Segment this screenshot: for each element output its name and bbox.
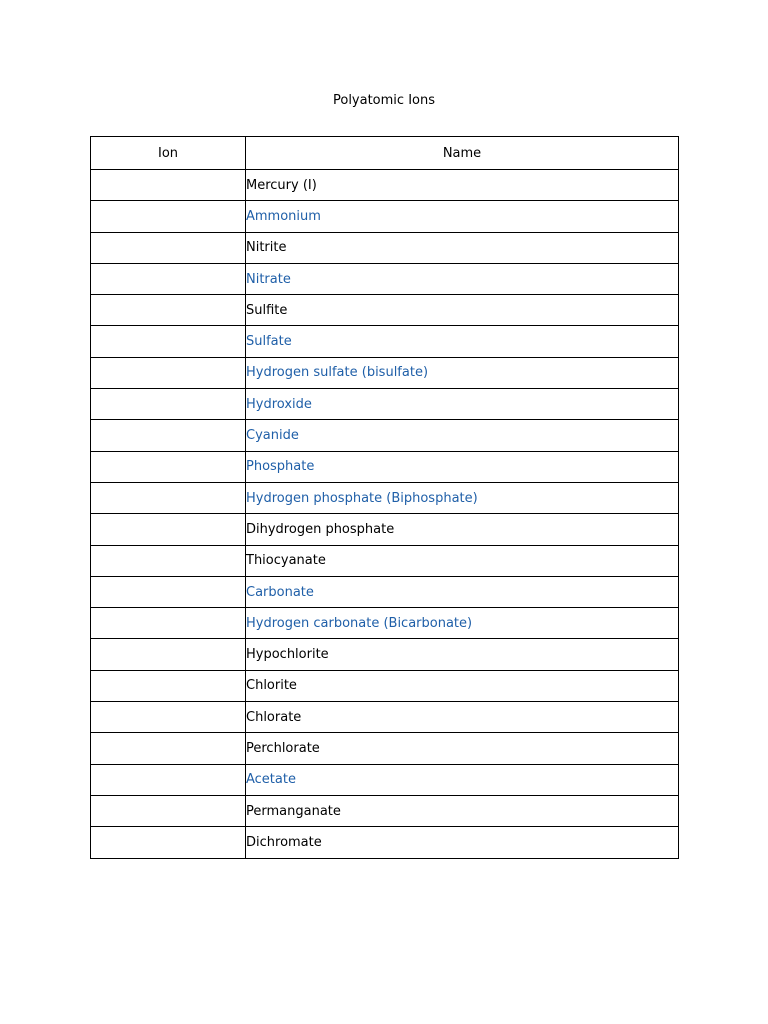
name-cell: Sulfite <box>246 295 679 326</box>
name-cell: Hydroxide <box>246 389 679 420</box>
table-body <box>91 170 679 859</box>
name-cell: Permanganate <box>246 795 679 826</box>
name-cell: Dihydrogen phosphate <box>246 514 679 545</box>
header-name: Name <box>246 137 679 170</box>
name-cell: Perchlorate <box>246 733 679 764</box>
ion-cell[interactable] <box>91 170 246 201</box>
name-cell: Nitrite <box>246 232 679 263</box>
ion-cell[interactable] <box>91 451 246 482</box>
table-row <box>91 576 679 607</box>
name-cell: Cyanide <box>246 420 679 451</box>
ion-cell[interactable] <box>91 482 246 513</box>
ion-cell[interactable] <box>91 545 246 576</box>
ion-cell[interactable] <box>91 702 246 733</box>
ion-cell[interactable] <box>91 201 246 232</box>
name-cell: Mercury (I) <box>246 170 679 201</box>
ion-cell[interactable] <box>91 263 246 294</box>
table-row <box>91 702 679 733</box>
table-row <box>91 545 679 576</box>
name-cell: Hydrogen sulfate (bisulfate) <box>246 357 679 388</box>
table-row <box>91 670 679 701</box>
ion-cell[interactable] <box>91 514 246 545</box>
table-row <box>91 389 679 420</box>
table-row <box>91 608 679 639</box>
table-row <box>91 482 679 513</box>
ion-cell[interactable] <box>91 389 246 420</box>
name-cell: Dichromate <box>246 827 679 858</box>
table-row <box>91 514 679 545</box>
table-row <box>91 420 679 451</box>
name-cell: Chlorate <box>246 702 679 733</box>
table-row <box>91 295 679 326</box>
name-cell: Ammonium <box>246 201 679 232</box>
table-row <box>91 201 679 232</box>
ion-cell[interactable] <box>91 357 246 388</box>
ion-cell[interactable] <box>91 576 246 607</box>
polyatomic-ions-table <box>90 136 679 859</box>
ion-cell[interactable] <box>91 733 246 764</box>
name-cell: Phosphate <box>246 451 679 482</box>
table-row <box>91 639 679 670</box>
name-cell: Hydrogen carbonate (Bicarbonate) <box>246 608 679 639</box>
name-cell: Chlorite <box>246 670 679 701</box>
table-row <box>91 232 679 263</box>
table-header-row <box>91 137 679 170</box>
table-row <box>91 451 679 482</box>
ion-cell[interactable] <box>91 608 246 639</box>
table-row <box>91 170 679 201</box>
name-cell: Sulfate <box>246 326 679 357</box>
ion-cell[interactable] <box>91 232 246 263</box>
table-row <box>91 357 679 388</box>
ion-cell[interactable] <box>91 326 246 357</box>
name-cell: Nitrate <box>246 263 679 294</box>
name-cell: Thiocyanate <box>246 545 679 576</box>
name-cell: Hypochlorite <box>246 639 679 670</box>
table-row <box>91 733 679 764</box>
name-cell: Carbonate <box>246 576 679 607</box>
table-row <box>91 827 679 858</box>
ion-cell[interactable] <box>91 827 246 858</box>
table-row <box>91 326 679 357</box>
ion-cell[interactable] <box>91 764 246 795</box>
table-row <box>91 263 679 294</box>
ion-cell[interactable] <box>91 795 246 826</box>
name-cell: Hydrogen phosphate (Biphosphate) <box>246 482 679 513</box>
page-title: Polyatomic Ions <box>332 93 435 108</box>
header-ion: Ion <box>91 137 246 170</box>
name-cell: Acetate <box>246 764 679 795</box>
ion-cell[interactable] <box>91 639 246 670</box>
ion-cell[interactable] <box>91 670 246 701</box>
ion-cell[interactable] <box>91 295 246 326</box>
table-row <box>91 764 679 795</box>
table-row <box>91 795 679 826</box>
ion-cell[interactable] <box>91 420 246 451</box>
